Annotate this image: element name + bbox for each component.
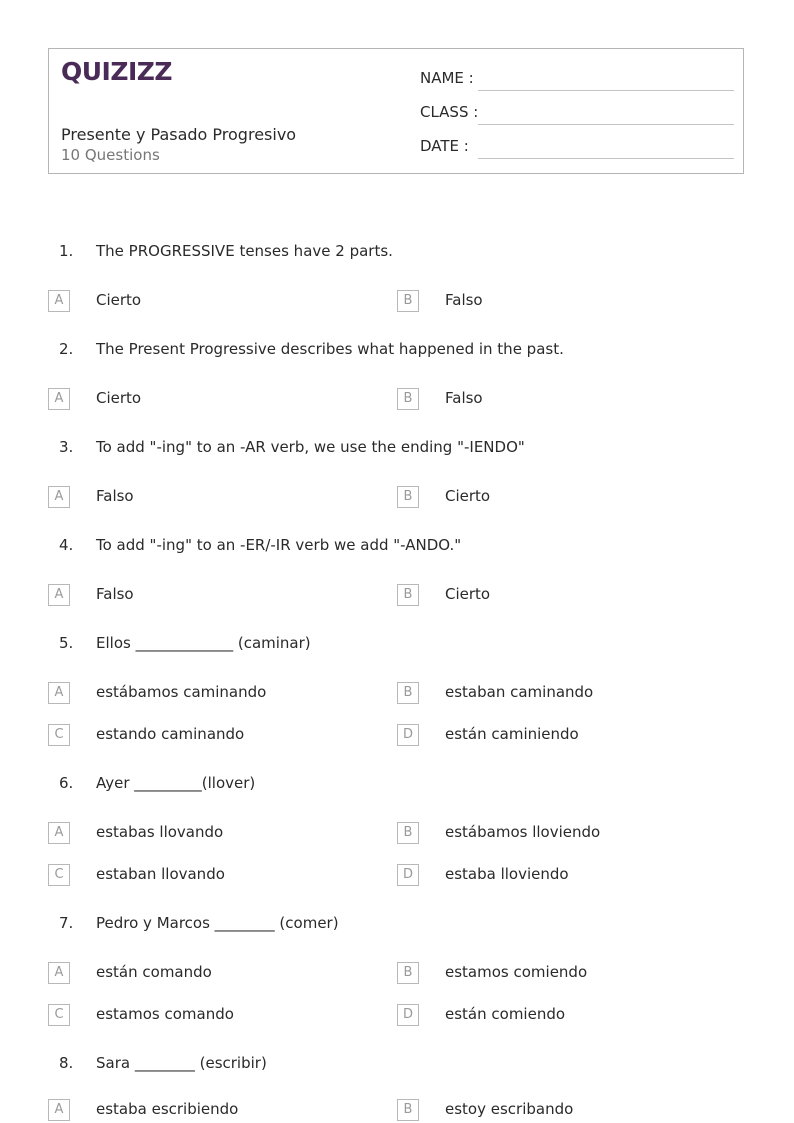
option-text: estábamos lloviendo [445, 823, 601, 841]
option-letter-box: A [48, 584, 70, 606]
option-b[interactable] [397, 584, 727, 608]
option-letter-box: B [397, 290, 419, 312]
class-field[interactable] [420, 103, 734, 127]
option-b[interactable] [397, 1099, 727, 1123]
question-text: Sara ________ (escribir) [96, 1054, 267, 1072]
option-a[interactable] [48, 682, 378, 706]
worksheet-title: Presente y Pasado Progresivo [61, 125, 297, 144]
option-text: Falso [96, 487, 134, 505]
option-d[interactable] [397, 724, 727, 748]
question-count: 10 Questions [61, 146, 160, 164]
question-number: 3. [59, 438, 74, 456]
option-b[interactable] [397, 290, 727, 314]
option-a[interactable] [48, 290, 378, 314]
option-text: estábamos caminando [96, 683, 267, 701]
question-5 [0, 634, 794, 658]
option-text: estaban llovando [96, 865, 225, 883]
question-1 [0, 242, 794, 266]
option-letter-box: C [48, 1004, 70, 1026]
option-text: estaba lloviendo [445, 865, 569, 883]
option-letter-box: B [397, 682, 419, 704]
option-a[interactable] [48, 584, 378, 608]
question-2 [0, 340, 794, 364]
option-text: Cierto [445, 585, 491, 603]
option-d[interactable] [397, 864, 727, 888]
question-7 [0, 914, 794, 938]
option-letter-box: B [397, 486, 419, 508]
question-number: 7. [59, 914, 74, 932]
option-text: Cierto [96, 389, 142, 407]
option-a[interactable] [48, 388, 378, 412]
name-field[interactable] [420, 69, 734, 93]
option-a[interactable] [48, 822, 378, 846]
option-letter-box: A [48, 486, 70, 508]
option-letter-box: A [48, 388, 70, 410]
question-text: The Present Progressive describes what happened in the past. [96, 340, 564, 358]
option-text: Falso [445, 389, 483, 407]
question-number: 4. [59, 536, 74, 554]
option-letter-box: B [397, 1099, 419, 1121]
option-b[interactable] [397, 962, 727, 986]
question-text: The PROGRESSIVE tenses have 2 parts. [96, 242, 393, 260]
question-text: Pedro y Marcos ________ (comer) [96, 914, 339, 932]
option-b[interactable] [397, 822, 727, 846]
question-text: Ellos _____________ (caminar) [96, 634, 311, 652]
question-number: 5. [59, 634, 74, 652]
option-letter-box: C [48, 724, 70, 746]
option-letter-box: A [48, 822, 70, 844]
option-b[interactable] [397, 388, 727, 412]
question-3 [0, 438, 794, 462]
option-text: estamos comiendo [445, 963, 588, 981]
question-text: To add "-ing" to an -AR verb, we use the ending "-IENDO" [96, 438, 525, 456]
option-letter-box: B [397, 584, 419, 606]
question-number: 8. [59, 1054, 74, 1072]
option-letter-box: D [397, 864, 419, 886]
option-text: estamos comando [96, 1005, 234, 1023]
option-a[interactable] [48, 486, 378, 510]
option-text: Falso [445, 291, 483, 309]
option-letter-box: C [48, 864, 70, 886]
name-line[interactable] [478, 90, 734, 91]
option-letter-box: A [48, 962, 70, 984]
option-letter-box: A [48, 682, 70, 704]
option-c[interactable] [48, 864, 378, 888]
option-a[interactable] [48, 962, 378, 986]
question-8 [0, 1054, 794, 1078]
option-text: estaban caminando [445, 683, 594, 701]
option-letter-box: A [48, 290, 70, 312]
name-label: NAME : [420, 69, 474, 87]
option-letter-box: B [397, 962, 419, 984]
option-text: Falso [96, 585, 134, 603]
option-letter-box: D [397, 1004, 419, 1026]
option-letter-box: B [397, 822, 419, 844]
class-line[interactable] [478, 124, 734, 125]
option-d[interactable] [397, 1004, 727, 1028]
option-text: estabas llovando [96, 823, 224, 841]
option-text: estaba escribiendo [96, 1100, 239, 1118]
date-field[interactable] [420, 137, 734, 161]
option-b[interactable] [397, 682, 727, 706]
date-label: DATE : [420, 137, 469, 155]
question-text: To add "-ing" to an -ER/-IR verb we add "-ANDO." [96, 536, 462, 554]
option-text: están comiendo [445, 1005, 566, 1023]
option-c[interactable] [48, 724, 378, 748]
option-text: Cierto [96, 291, 142, 309]
question-number: 2. [59, 340, 74, 358]
option-letter-box: A [48, 1099, 70, 1121]
option-text: estoy escribando [445, 1100, 574, 1118]
question-6 [0, 774, 794, 798]
option-text: Cierto [445, 487, 491, 505]
option-b[interactable] [397, 486, 727, 510]
option-text: están comando [96, 963, 212, 981]
question-number: 6. [59, 774, 74, 792]
quizizz-logo: QUIZIZZ [61, 57, 173, 86]
class-label: CLASS : [420, 103, 479, 121]
question-text: Ayer _________(llover) [96, 774, 256, 792]
option-text: estando caminando [96, 725, 245, 743]
option-letter-box: D [397, 724, 419, 746]
worksheet-header [48, 48, 744, 174]
option-letter-box: B [397, 388, 419, 410]
option-text: están caminiendo [445, 725, 579, 743]
option-c[interactable] [48, 1004, 378, 1028]
question-4 [0, 536, 794, 560]
question-number: 1. [59, 242, 74, 260]
option-a[interactable] [48, 1099, 378, 1123]
date-line[interactable] [478, 158, 734, 159]
